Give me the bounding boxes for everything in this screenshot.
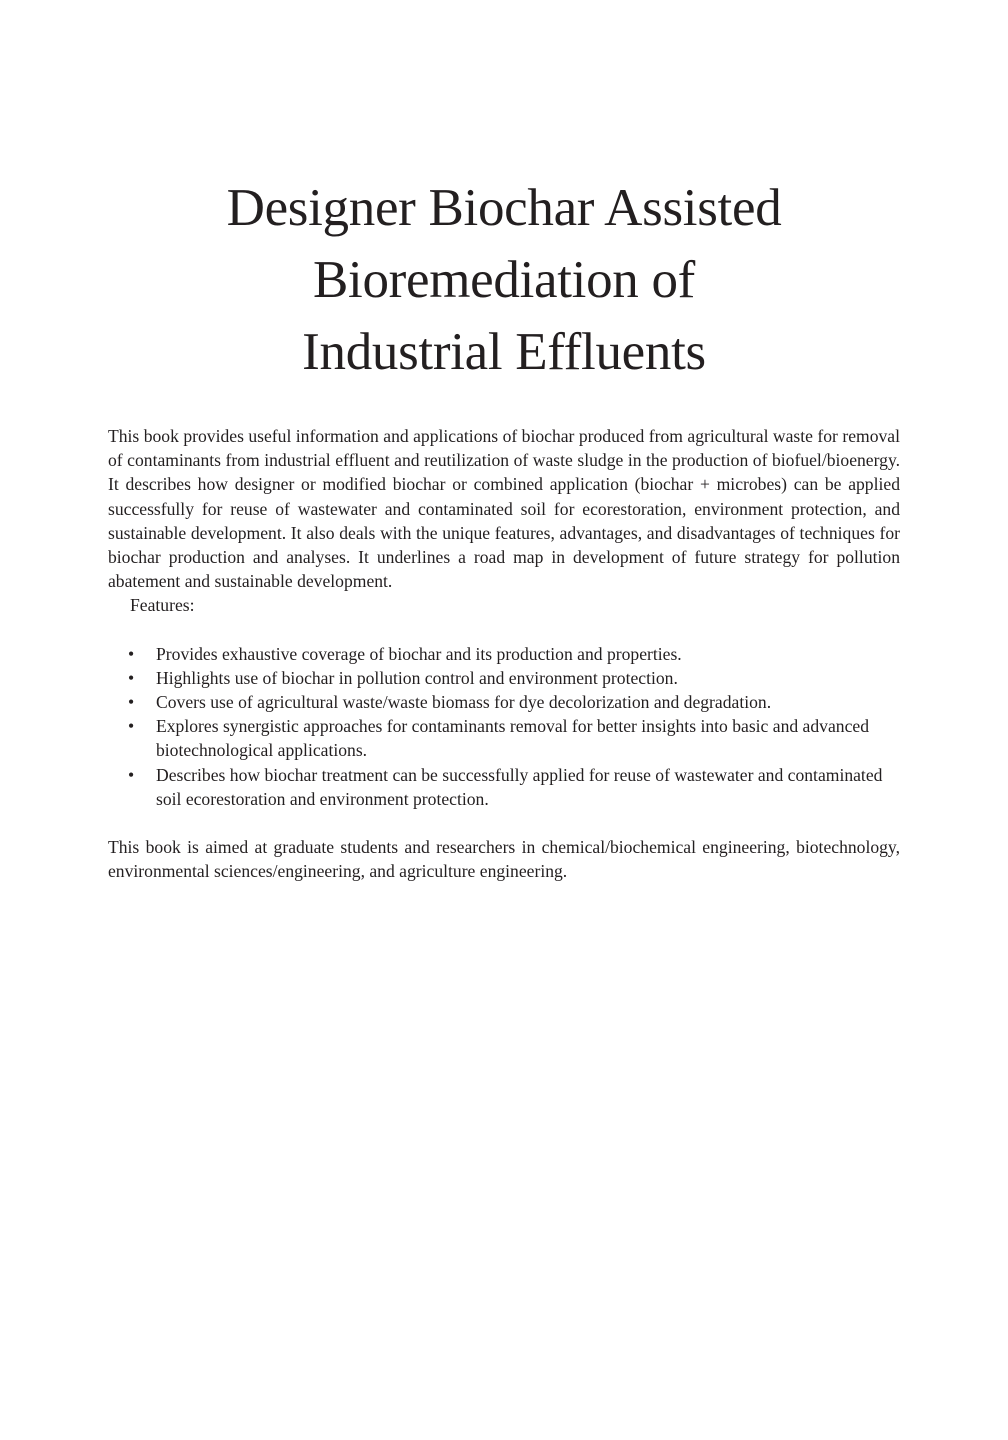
feature-text: Explores synergistic approaches for contaminants removal for better insights into basic and advanced biotechnological applications.: [156, 716, 869, 761]
description-paragraph: This book provides useful information and applications of biochar produced from agricultural waste for removal of contaminants from industrial effluent and reutilization of waste sludge in the production of biofuel/bioenergy. It describes how designer or modified biochar or combined application (biochar + microbes) can be applied successfully for reuse of wastewater and contaminated soil for ecorestoration, environment protection, and sustainable development. It also deals with the unique features, advantages, and disadvantages of techniques for biochar production and analyses. It underlines a road map in development of future strategy for pollution abatement and sustainable development.: [108, 426, 900, 592]
feature-item: [108, 714, 900, 762]
bullet-icon: •: [128, 692, 135, 713]
bullet-icon: •: [128, 716, 135, 737]
bullet-icon: •: [128, 764, 135, 785]
feature-item: [108, 690, 900, 714]
title-line-2: Bioremediation of: [313, 251, 695, 309]
feature-text: Provides exhaustive coverage of biochar and its production and properties.: [156, 643, 682, 664]
bullet-icon: •: [128, 643, 135, 664]
features-list: [108, 642, 900, 811]
features-label: Features:: [130, 595, 195, 616]
feature-item: [108, 666, 900, 690]
feature-text: Covers use of agricultural waste/waste biomass for dye decolorization and degradation.: [156, 692, 772, 713]
feature-text: Highlights use of biochar in pollution control and environment protection.: [156, 667, 678, 688]
feature-item: [108, 763, 900, 811]
title-line-3: Industrial Effluents: [302, 323, 706, 381]
feature-item: [108, 642, 900, 666]
title-line-1: Designer Biochar Assisted: [226, 179, 782, 237]
book-description: [108, 424, 900, 883]
audience-paragraph: This book is aimed at graduate students and researchers in chemical/biochemical engineering, biotechnology, environmental sciences/engineering, and agriculture engineering.: [108, 837, 900, 882]
bullet-icon: •: [128, 667, 135, 688]
feature-text: Describes how biochar treatment can be successfully applied for reuse of wastewater and contaminated soil ecorestoration and environment protection.: [156, 764, 883, 809]
book-title: [0, 172, 1008, 388]
